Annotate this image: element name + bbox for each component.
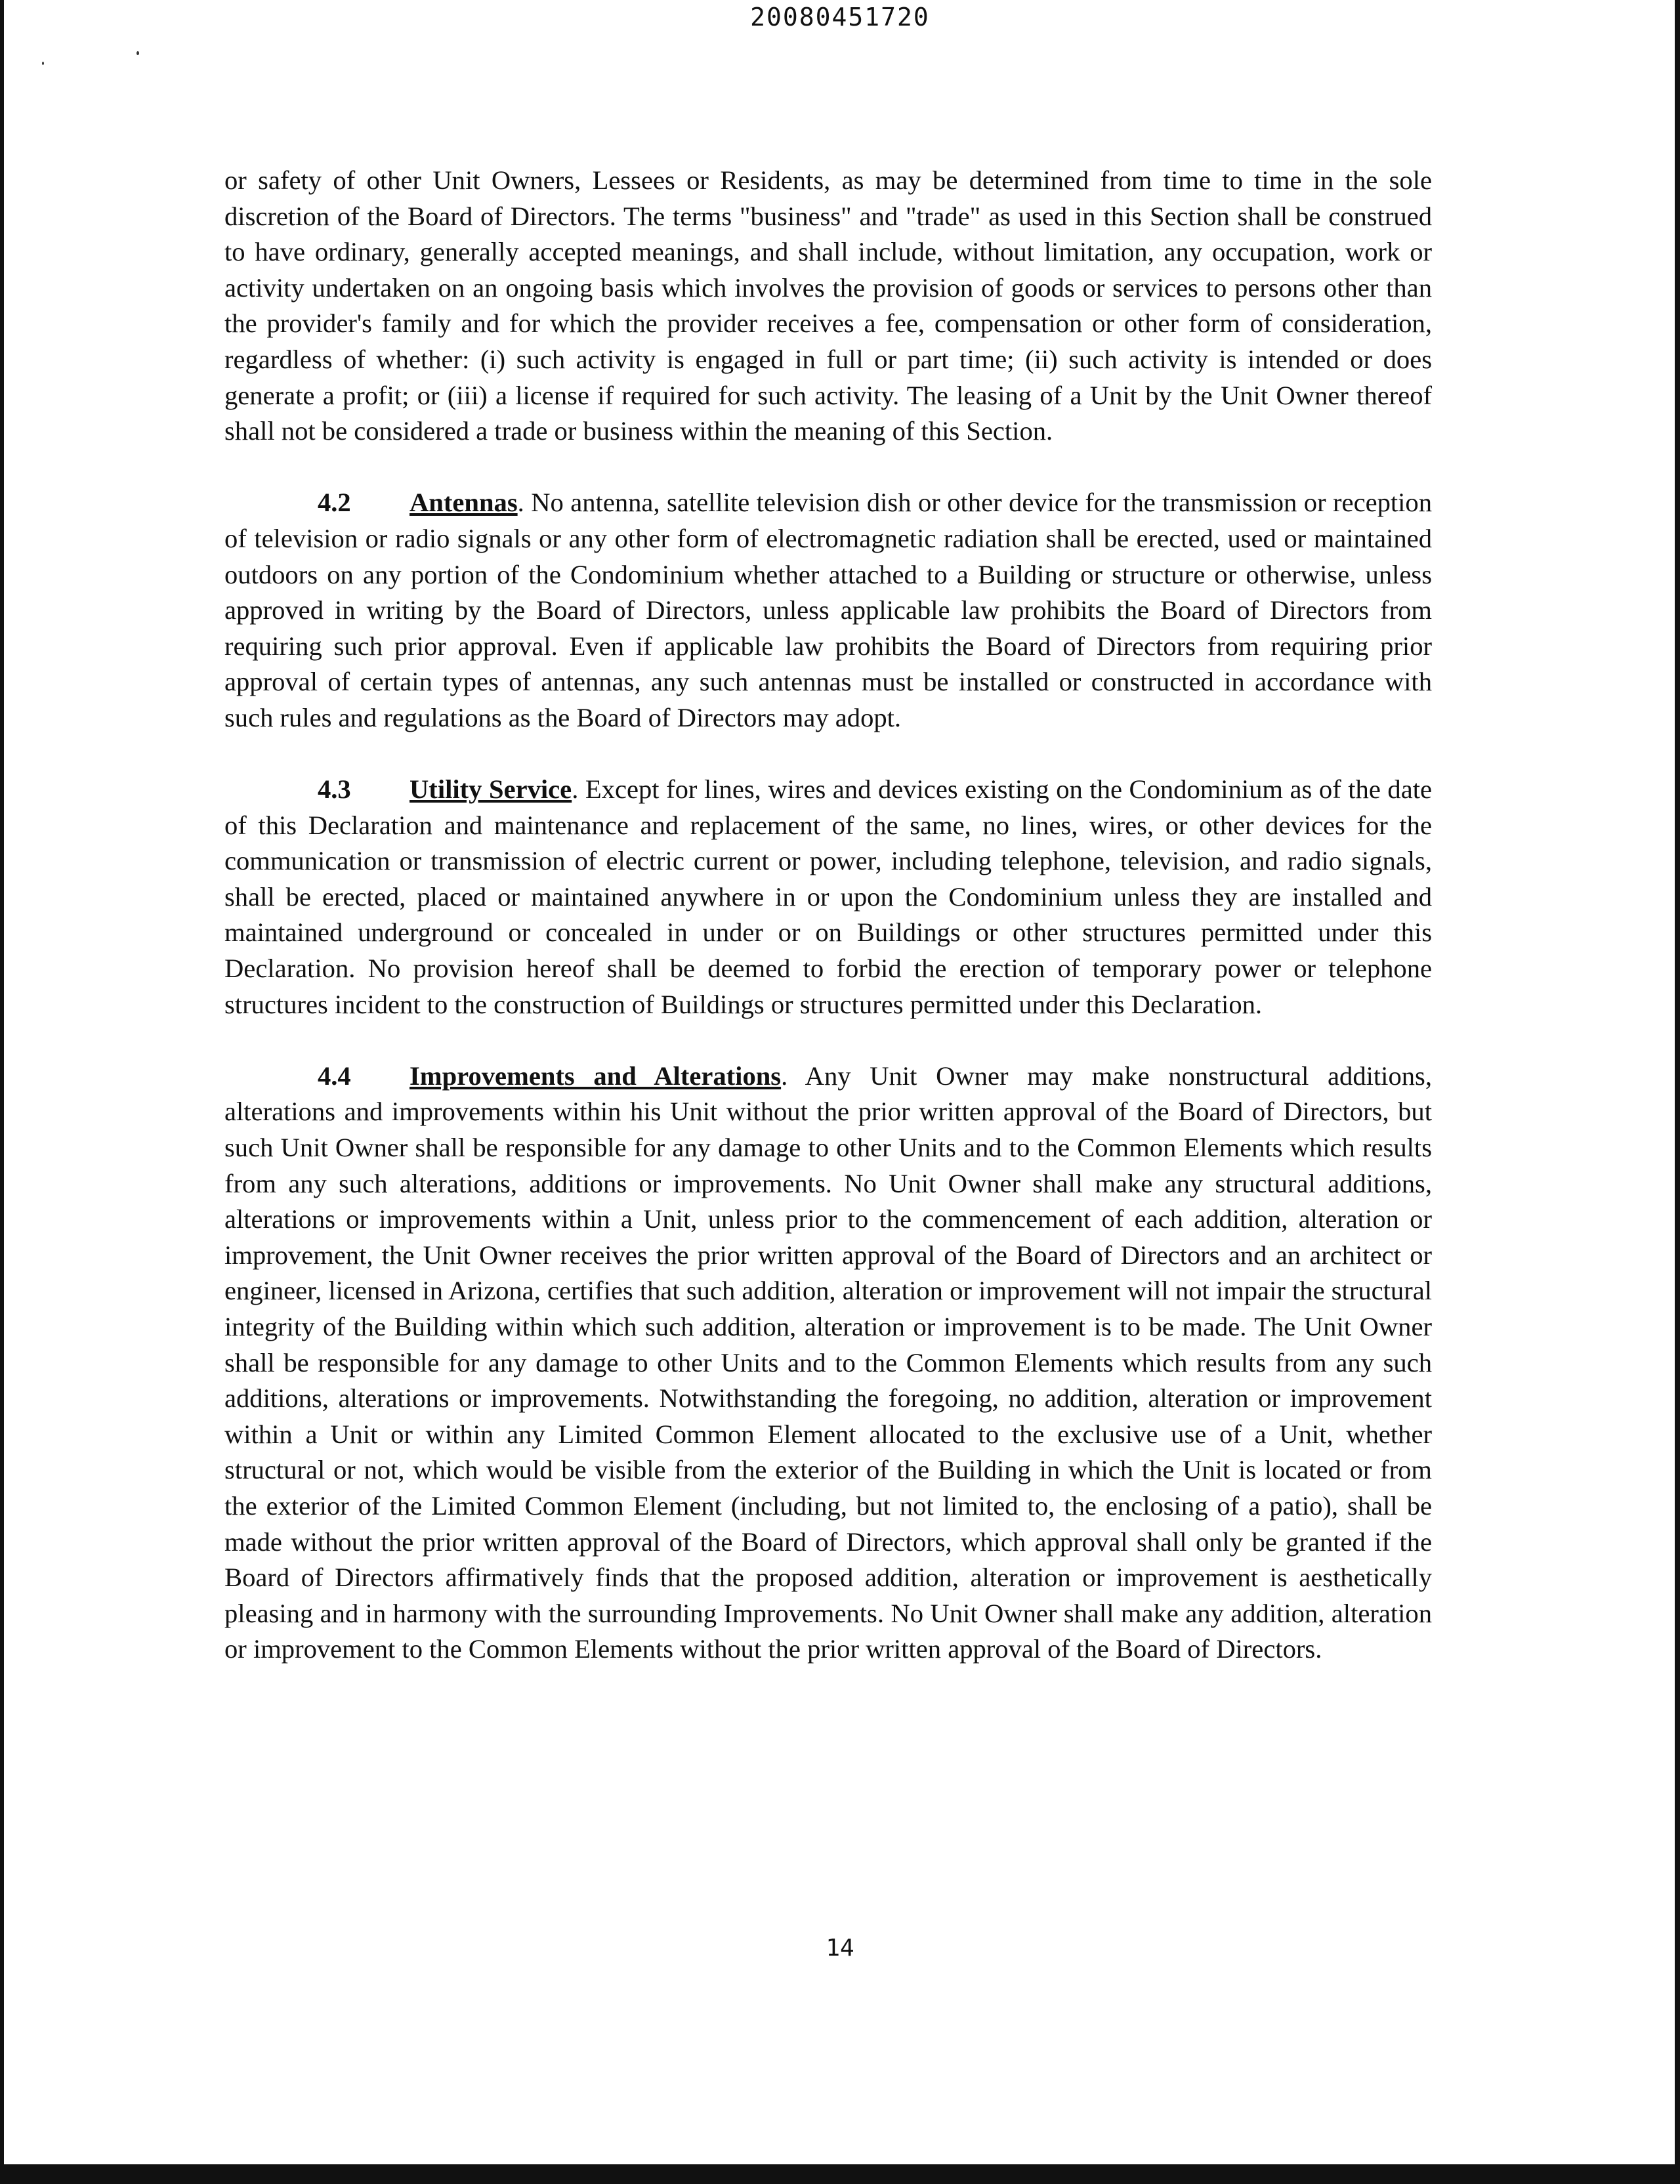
section-text: . Except for lines, wires and devices existing on the Condominium as of the date of this Declaration and maintenance and replacement of the same, no lines, wires, or other devices for the communication or transmission of electric current or power, including telephone, television, and radio signals, shall be erected, placed or maintained anywhere in or upon the Condominium unless they are installed and maintained underground or concealed in under or on Buildings or other structures permitted under this Declaration. No provision hereof shall be deemed to forbid the erection of temporary power or telephone structures incident to the construction of Buildings or structures permitted under this Declaration. bbox=[224, 774, 1432, 1019]
continuation-paragraph: or safety of other Unit Owners, Lessees or Residents, as may be determined from time to time in the sole discretion of the Board of Directors. The terms "business" and "trade" as used in this Section shall be construed to have ordinary, generally accepted meanings, and shall include, without limitation, any occupation, work or activity undertaken on an ongoing basis which involves the provision of goods or services to persons other than the provider's family and for which the provider receives a fee, compensation or other form of consideration, regardless of whether: (i) such activity is engaged in full or part time; (ii) such activity is intended or does generate a profit; or (iii) a license if required for such activity. The leasing of a Unit by the Unit Owner thereof shall not be considered a trade or business within the meaning of this Section. bbox=[224, 165, 1432, 446]
document-body bbox=[224, 163, 1432, 1668]
section-number: 4.3 bbox=[318, 774, 351, 805]
section-4-4 bbox=[224, 1059, 1432, 1668]
section-heading: Utility Service bbox=[410, 774, 572, 805]
section-text: . No antenna, satellite television dish or other device for the transmission or reception of television or radio signals or any other form of electromagnetic radiation shall be erected, used or maintained outdoors on any portion of the Condominium whether attached to a Building or structure or otherwise, unless approved in writing by the Board of Directors, unless applicable law prohibits the Board of Directors from requiring such prior approval. Even if applicable law prohibits the Board of Directors from requiring prior approval of certain types of antennas, any such antennas must be installed or constructed in accordance with such rules and regulations as the Board of Directors may adopt. bbox=[224, 488, 1432, 732]
scan-border-right bbox=[1675, 0, 1680, 2184]
page-number: 14 bbox=[826, 1935, 854, 1962]
scan-border-bottom bbox=[0, 2164, 1680, 2184]
section-4-2 bbox=[224, 485, 1432, 736]
scan-speck bbox=[42, 62, 44, 65]
section-heading: Antennas bbox=[410, 488, 518, 518]
section-4-3 bbox=[224, 772, 1432, 1022]
section-text: . Any Unit Owner may make nonstructural additions, alterations and improvements within his Unit without the prior written approval of the Board of Directors, but such Unit Owner shall be responsible for any damage to other Units and to the Common Elements which results from any such alterations, additions or improvements. No Unit Owner shall make any structural additions, alterations or improvements within a Unit, unless prior to the commencement of each addition, alteration or improvement, the Unit Owner receives the prior written approval of the Board of Directors and an architect or engineer, licensed in Arizona, certifies that such addition, alteration or improvement will not impair the structural integrity of the Building within which such addition, alteration or improvement is to be made. The Unit Owner shall be responsible for any damage to other Units and to the Common Elements which results from any such additions, alterations or improvements. Notwithstanding the foregoing, no addition, alteration or improvement within a Unit or within any Limited Common Element allocated to the exclusive use of a Unit, whether structural or not, which would be visible from the exterior of the Building in which the Unit is located or from the exterior of the Limited Common Element (including, but not limited to, the enclosing of a patio), shall be made without the prior written approval of the Board of Directors, which approval shall only be granted if the Board of Directors affirmatively finds that the proposed addition, alteration or improvement is aesthetically pleasing and in harmony with the surrounding Improvements. No Unit Owner shall make any addition, alteration or improvement to the Common Elements without the prior written approval of the Board of Directors. bbox=[224, 1060, 1432, 1664]
document-number: 20080451720 bbox=[750, 3, 930, 32]
section-heading: Improvements and Alterations bbox=[410, 1060, 782, 1091]
section-number: 4.2 bbox=[318, 488, 351, 518]
scan-border-left bbox=[0, 0, 4, 2184]
section-number: 4.4 bbox=[318, 1060, 351, 1091]
scan-speck bbox=[136, 51, 139, 55]
